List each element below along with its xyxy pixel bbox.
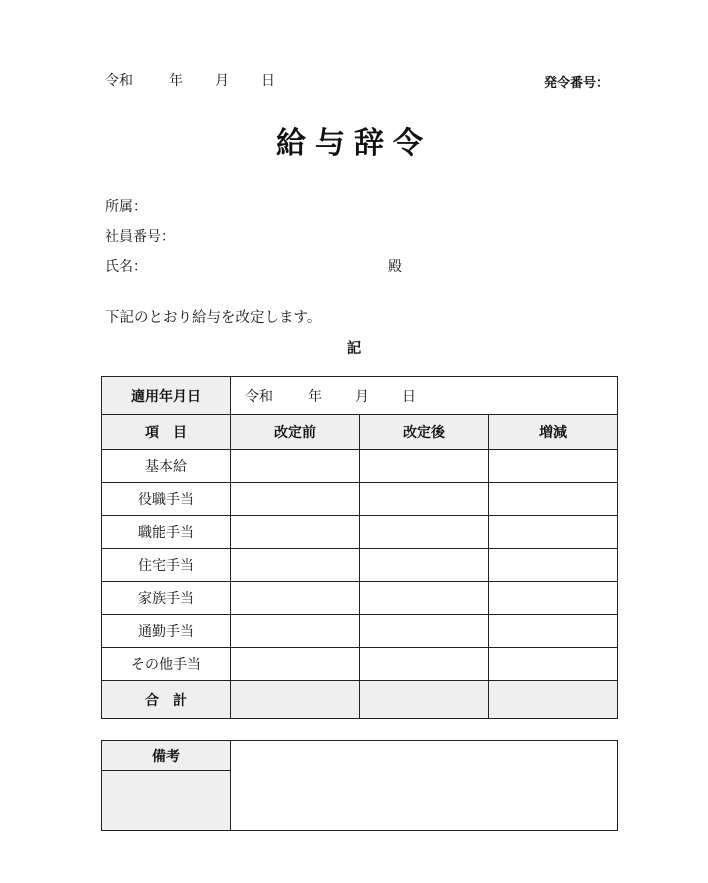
effective-date-era: 令和: [245, 388, 273, 405]
row-label-commute-allowance: 通勤手当: [102, 615, 231, 648]
remarks-label-blank: [102, 771, 231, 831]
total-after[interactable]: [360, 681, 489, 719]
cell-change[interactable]: [489, 648, 618, 681]
row-label-family-allowance: 家族手当: [102, 582, 231, 615]
issue-date-month: 月: [215, 73, 229, 89]
cell-change[interactable]: [489, 582, 618, 615]
cell-after[interactable]: [360, 483, 489, 516]
cell-before[interactable]: [231, 615, 360, 648]
cell-after[interactable]: [360, 549, 489, 582]
table-row: [102, 648, 618, 681]
ki-heading: 記: [346, 341, 362, 357]
honorific: 殿: [388, 259, 402, 275]
employee-number-label: 社員番号：: [105, 229, 175, 245]
cell-before[interactable]: [231, 450, 360, 483]
cell-after[interactable]: [360, 648, 489, 681]
table-row: [102, 450, 618, 483]
table-header-row: [102, 415, 618, 450]
table-row: [102, 549, 618, 582]
cell-before[interactable]: [231, 549, 360, 582]
salary-table: [101, 376, 618, 719]
issue-number-label: 発令番号：: [543, 76, 609, 91]
total-change[interactable]: [489, 681, 618, 719]
remarks-label: 備考: [102, 741, 231, 771]
cell-after[interactable]: [360, 615, 489, 648]
column-header-before: 改定前: [231, 415, 360, 450]
issue-date-era: 令和: [105, 73, 133, 89]
column-header-change: 増減: [489, 415, 618, 450]
table-row: [102, 615, 618, 648]
cell-before[interactable]: [231, 582, 360, 615]
cell-change[interactable]: [489, 549, 618, 582]
remarks-content[interactable]: [231, 741, 618, 831]
cell-change[interactable]: [489, 450, 618, 483]
table-row: [102, 582, 618, 615]
remarks-table: [101, 740, 618, 831]
effective-date-month: 月: [355, 388, 369, 405]
page-title: 給与辞令: [276, 126, 432, 161]
table-row: [102, 483, 618, 516]
column-header-item: 項 目: [102, 415, 231, 450]
column-header-after: 改定後: [360, 415, 489, 450]
cell-before[interactable]: [231, 516, 360, 549]
cell-after[interactable]: [360, 582, 489, 615]
cell-before[interactable]: [231, 483, 360, 516]
row-label-other-allowance: その他手当: [102, 648, 231, 681]
effective-date-year: 年: [308, 388, 322, 405]
cell-change[interactable]: [489, 516, 618, 549]
affiliation-label: 所属：: [105, 199, 147, 215]
cell-before[interactable]: [231, 648, 360, 681]
total-label: 合 計: [102, 681, 231, 719]
effective-date-day: 日: [402, 388, 416, 405]
name-label: 氏名：: [105, 259, 147, 275]
row-label-housing-allowance: 住宅手当: [102, 549, 231, 582]
issue-date: [105, 70, 275, 90]
issue-date-year: 年: [169, 73, 183, 89]
row-label-position-allowance: 役職手当: [102, 483, 231, 516]
issue-date-day: 日: [261, 73, 275, 89]
effective-date-label: 適用年月日: [102, 377, 231, 415]
cell-after[interactable]: [360, 516, 489, 549]
table-row: [102, 516, 618, 549]
total-before[interactable]: [231, 681, 360, 719]
cell-change[interactable]: [489, 483, 618, 516]
intro-text: 下記のとおり給与を改定します。: [105, 310, 322, 326]
row-label-skill-allowance: 職能手当: [102, 516, 231, 549]
cell-change[interactable]: [489, 615, 618, 648]
cell-after[interactable]: [360, 450, 489, 483]
effective-date-value[interactable]: [231, 377, 618, 415]
row-label-basic-salary: 基本給: [102, 450, 231, 483]
total-row: [102, 681, 618, 719]
effective-date-row: [102, 377, 618, 415]
